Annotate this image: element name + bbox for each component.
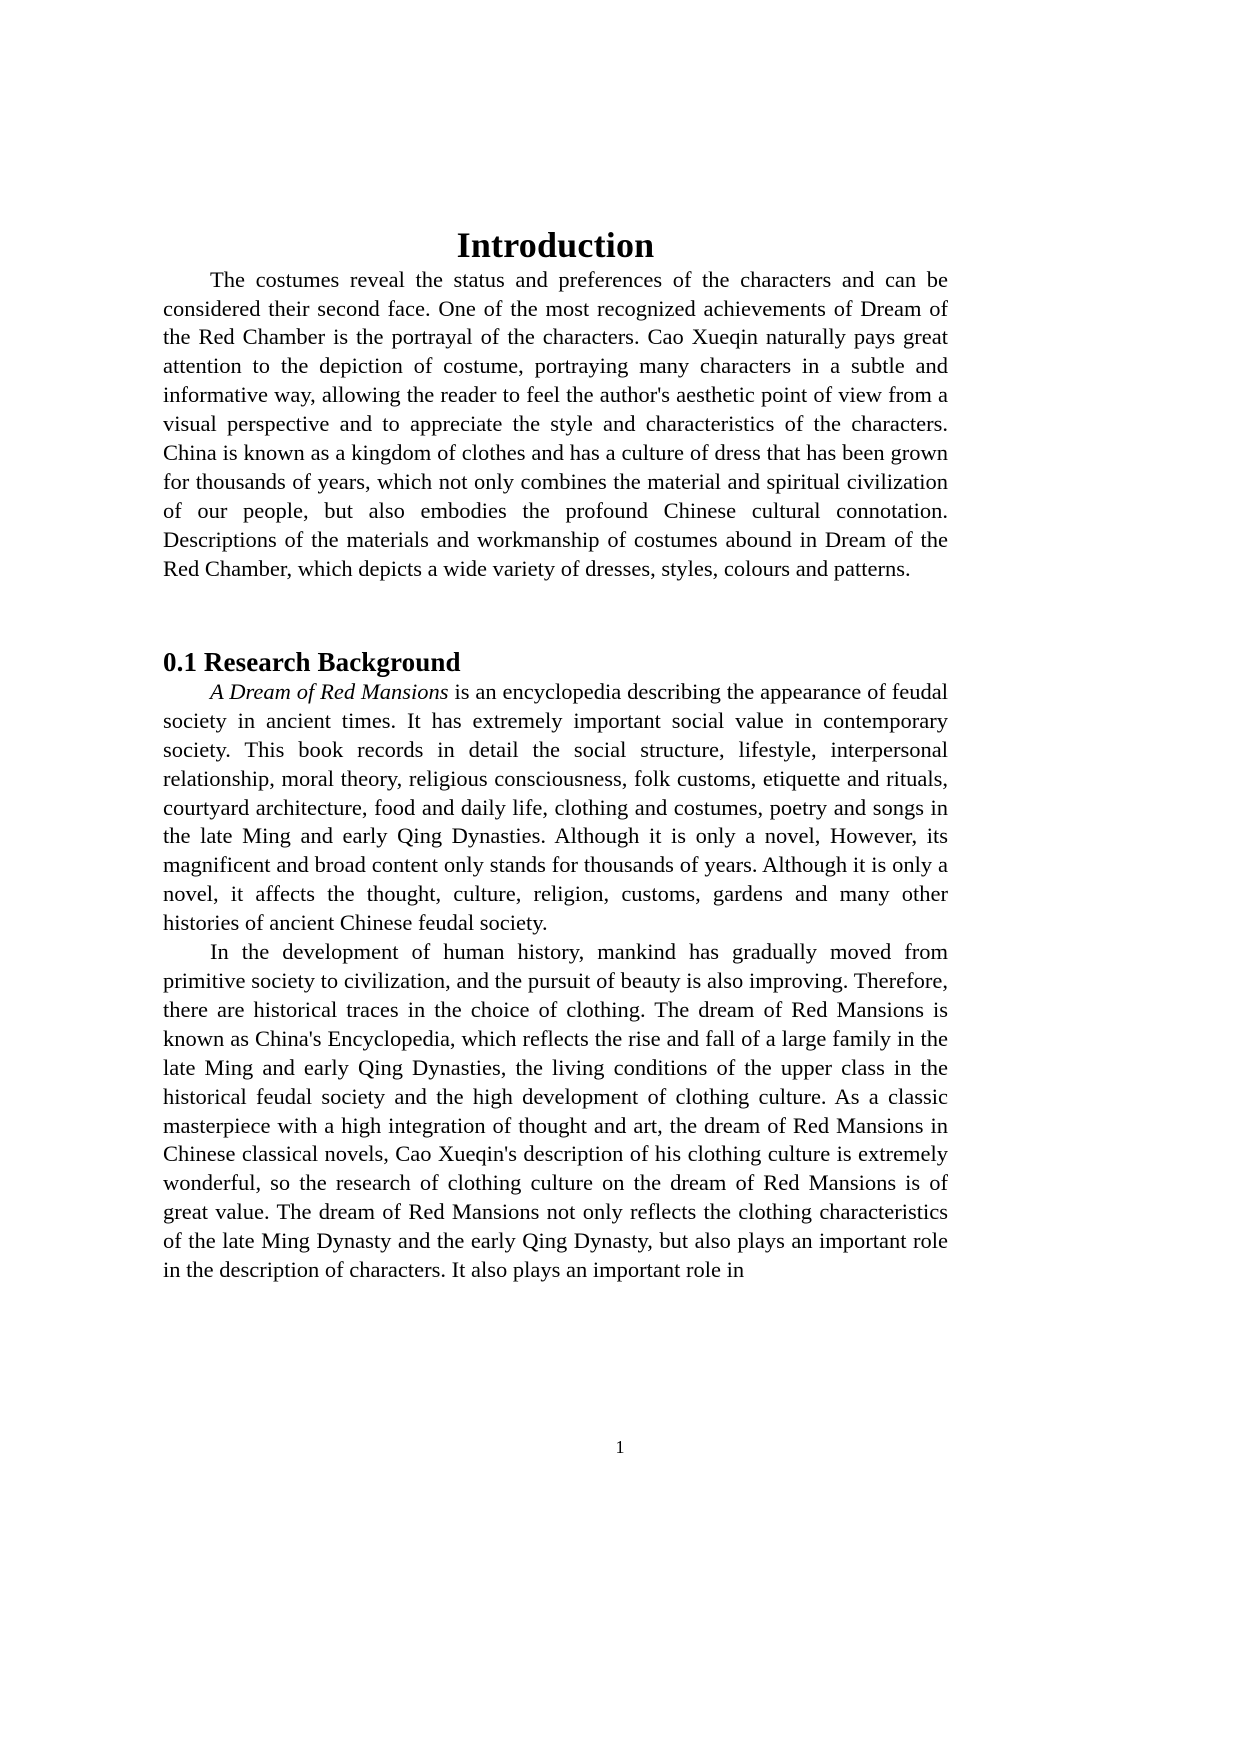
section-heading-research-background: 0.1 Research Background [163,646,461,677]
page-title: Introduction [456,225,655,265]
research-background-paragraph [163,678,948,938]
human-history-paragraph: In the development of human history, mankind has gradually moved from primitive society to civilization, and the pursuit of beauty is also improving. Therefore, there are historical traces in the choice of clothing. The dream of Red Mansions is known as China's Encyclopedia, which reflects the rise and fall of a large family in the late Ming and early Qing Dynasties, the living conditions of the upper class in the historical feudal society and the high development of clothing culture. As a classic masterpiece with a high integration of thought and art, the dream of Red Mansions in Chinese classical novels, Cao Xueqin's description of his clothing culture is extremely wonderful, so the research of clothing culture on the dream of Red Mansions is of great value. The dream of Red Mansions not only reflects the clothing characteristics of the late Ming Dynasty and the early Qing Dynasty, but also plays an important role in the description of characters. It also plays an important role in [163,939,948,1283]
research-background-paragraph-text: is an encyclopedia describing the appearance of feudal society in ancient times. It has extremely important social value in contemporary society. This book records in detail the social structure, lifestyle, interpersonal relationship, moral theory, religious consciousness, folk customs, etiquette and rituals, courtyard architecture, food and daily life, clothing and costumes, poetry and songs in the late Ming and early Qing Dynasties. Although it is only a novel, However, its magnificent and broad content only stands for thousands of years. Although it is only a novel, it affects the thought, culture, religion, customs, gardens and many other histories of ancient Chinese feudal society. [163,678,949,936]
page-number: 1 [615,1437,625,1457]
book-title-italic: A Dream of Red Mansions [210,678,449,704]
intro-paragraph: The costumes reveal the status and preferences of the characters and can be considered their second face. One of the most recognized achievements of Dream of the Red Chamber is the portrayal of the characters. Cao Xueqin naturally pays great attention to the depiction of costume, portraying many characters in a subtle and informative way, allowing the reader to feel the author's aesthetic point of view from a visual perspective and to appreciate the style and characteristics of the characters. China is known as a kingdom of clothes and has a culture of dress that has been grown for thousands of years, which not only combines the material and spiritual civilization of our people, but also embodies the profound Chinese cultural connotation. Descriptions of the materials and workmanship of costumes abound in Dream of the Red Chamber, which depicts a wide variety of dresses, styles, colours and patterns. [163,266,948,581]
page-content [163,0,948,1285]
